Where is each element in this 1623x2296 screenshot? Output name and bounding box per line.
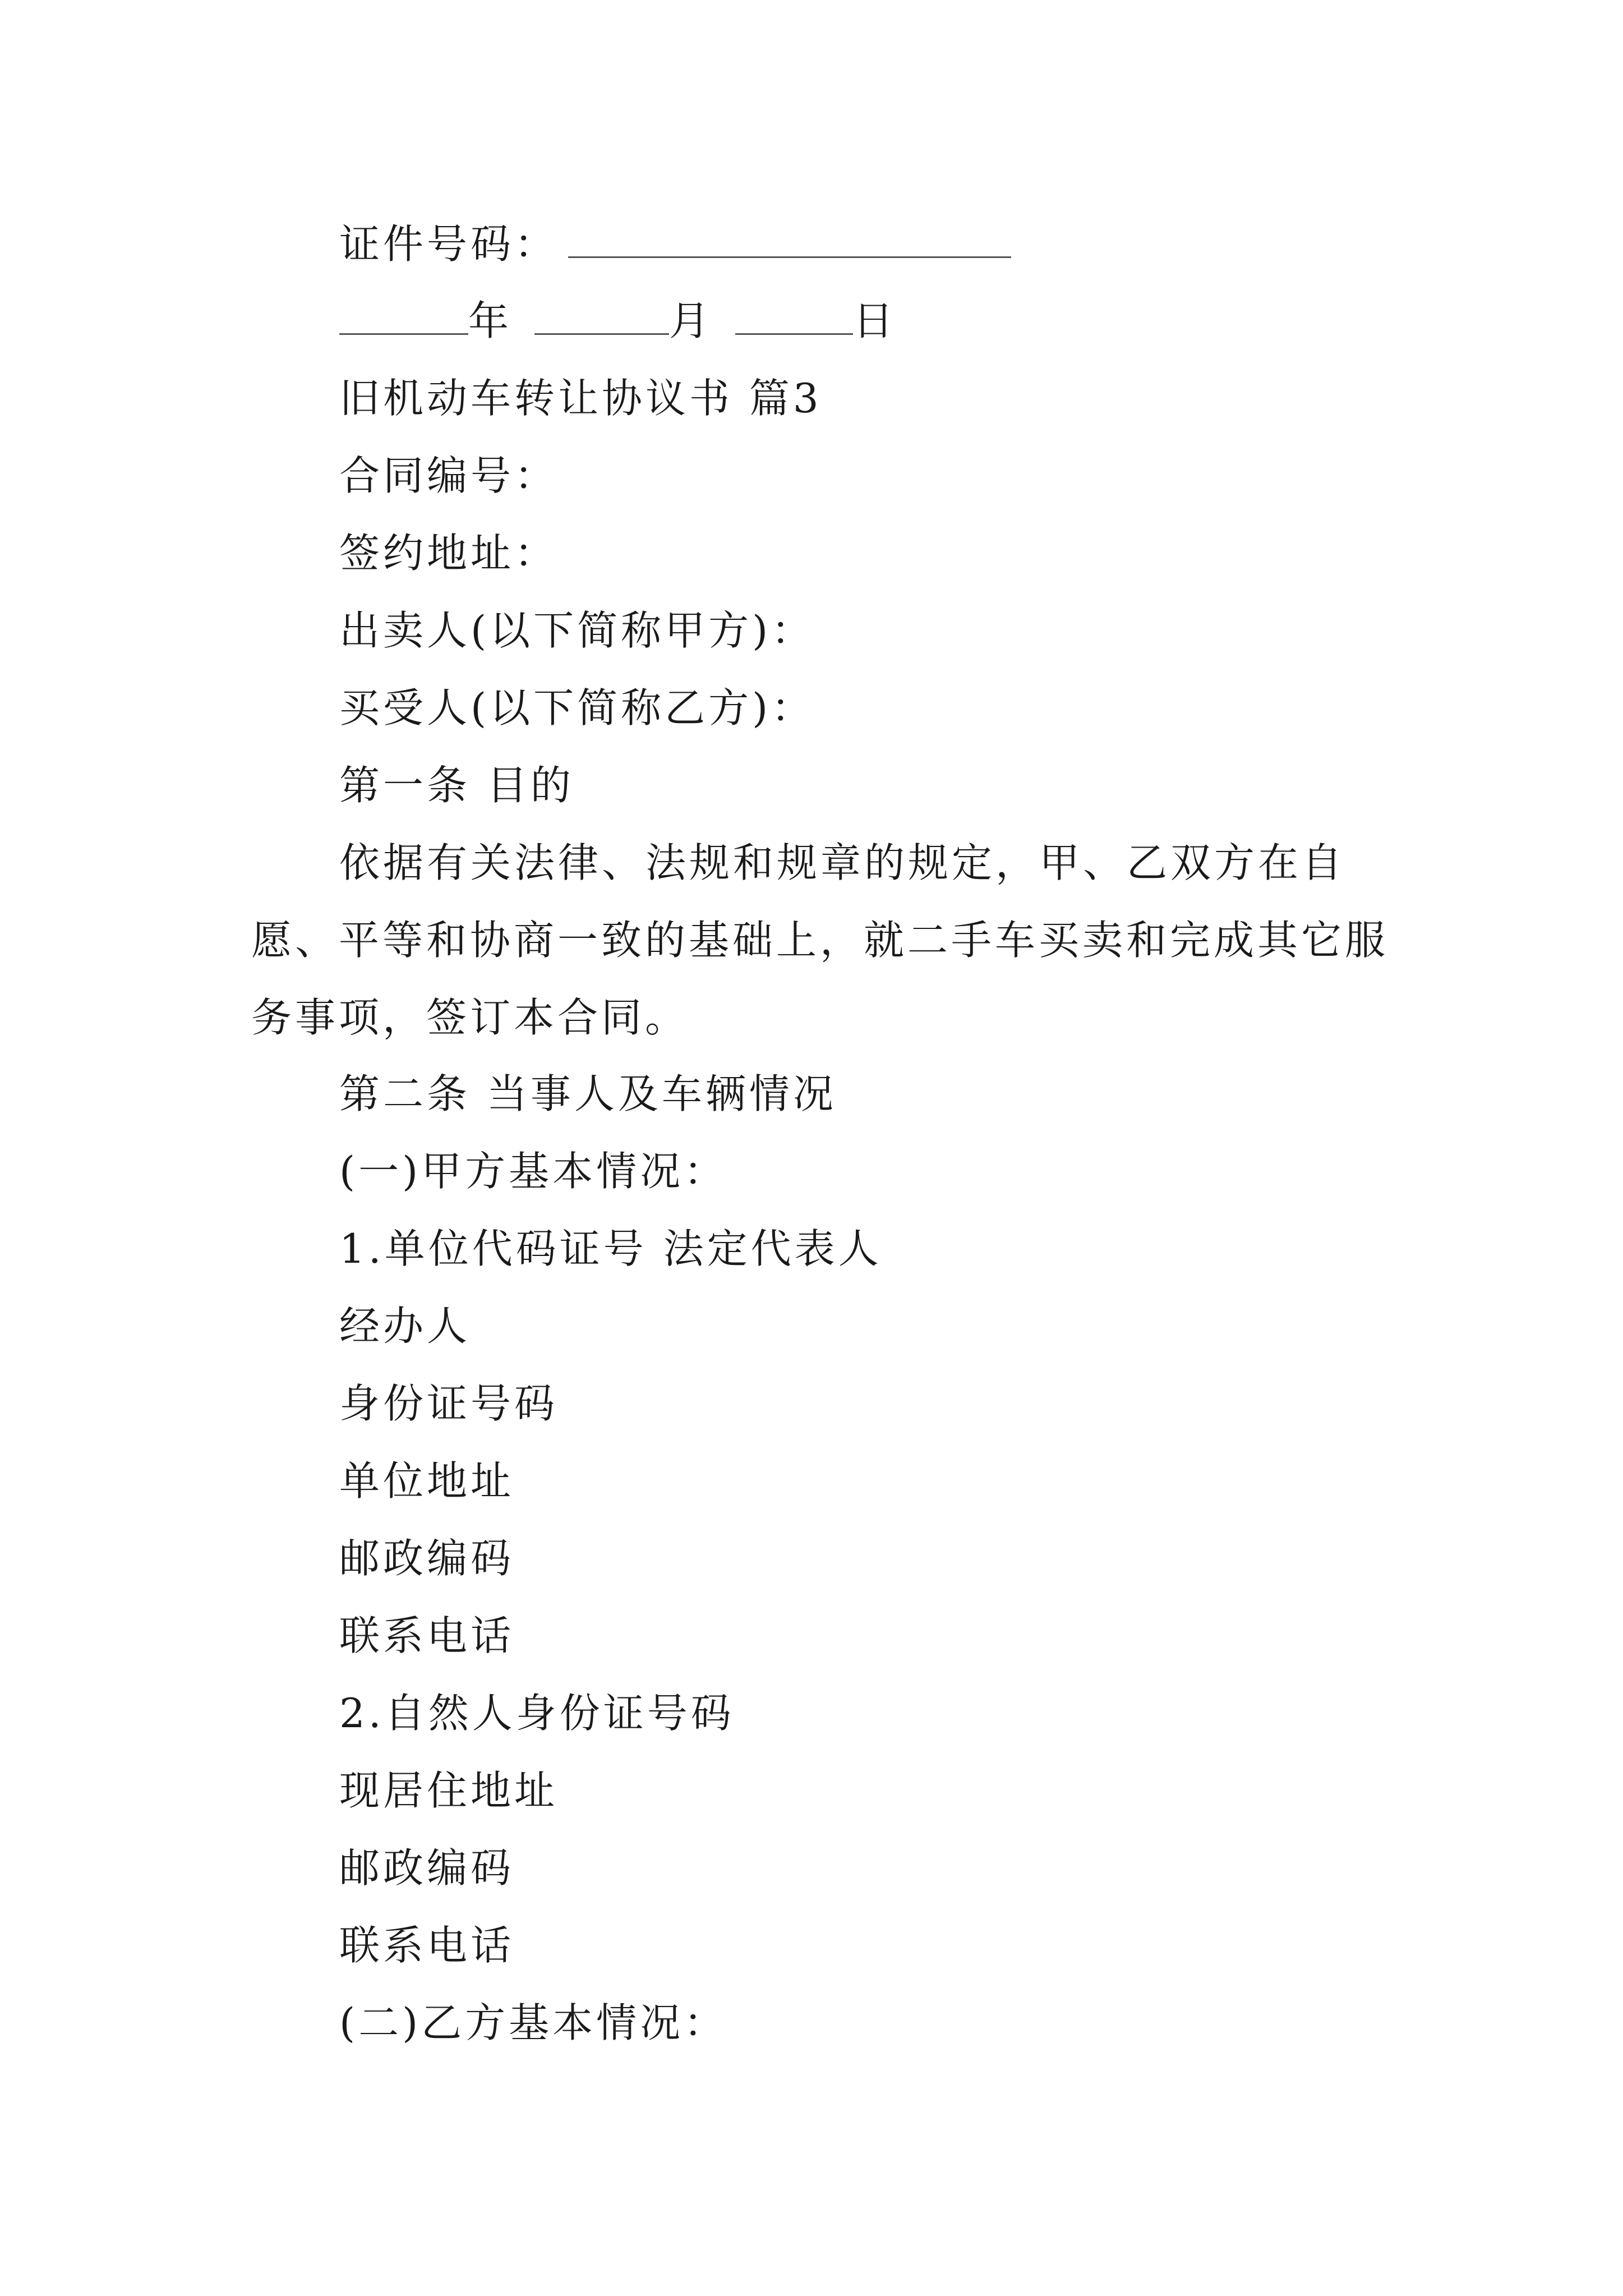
postcode-label-2: 邮政编码 (339, 1844, 515, 1892)
year-blank (339, 300, 468, 335)
document-title: 旧机动车转让协议书 篇3 (339, 375, 822, 422)
unit-address-label: 单位地址 (339, 1457, 515, 1504)
id-number-line (339, 216, 1011, 272)
id-number-blank (568, 223, 1011, 258)
item1-line: 1.单位代码证号 法定代表人 (339, 1225, 882, 1272)
buyer-label: 买受人(以下简称乙方)： (339, 684, 815, 731)
seller-label: 出卖人(以下简称甲方)： (339, 607, 815, 654)
month-label: 月 (669, 297, 713, 344)
day-label: 日 (853, 297, 897, 344)
id-number-label: 证件号码： (339, 220, 559, 268)
contract-number-label: 合同编号： (339, 452, 559, 499)
date-line (339, 293, 897, 349)
year-label: 年 (468, 297, 513, 344)
postcode-label-1: 邮政编码 (339, 1535, 515, 1582)
month-blank (534, 300, 669, 335)
phone-label-2: 联系电话 (339, 1922, 515, 1969)
party-b-heading: (二)乙方基本情况： (339, 1999, 728, 2046)
item2-line: 2.自然人身份证号码 (339, 1690, 735, 1737)
id-card-label: 身份证号码 (339, 1380, 559, 1427)
article1-paragraph: 依据有关法律、法规和规章的规定，甲、乙双方在自愿、平等和协商一致的基础上，就二手车买卖和完成其它服务事项，签订本合同。 (251, 839, 1389, 1041)
article2-heading: 第二条 当事人及车辆情况 (339, 1070, 837, 1117)
current-address-label: 现居住地址 (339, 1767, 559, 1814)
sign-place-label: 签约地址： (339, 530, 559, 577)
party-a-heading: (一)甲方基本情况： (339, 1148, 728, 1195)
day-blank (735, 300, 853, 335)
article1-heading: 第一条 目的 (339, 762, 574, 809)
phone-label-1: 联系电话 (339, 1612, 515, 1659)
agent-label: 经办人 (339, 1303, 471, 1350)
